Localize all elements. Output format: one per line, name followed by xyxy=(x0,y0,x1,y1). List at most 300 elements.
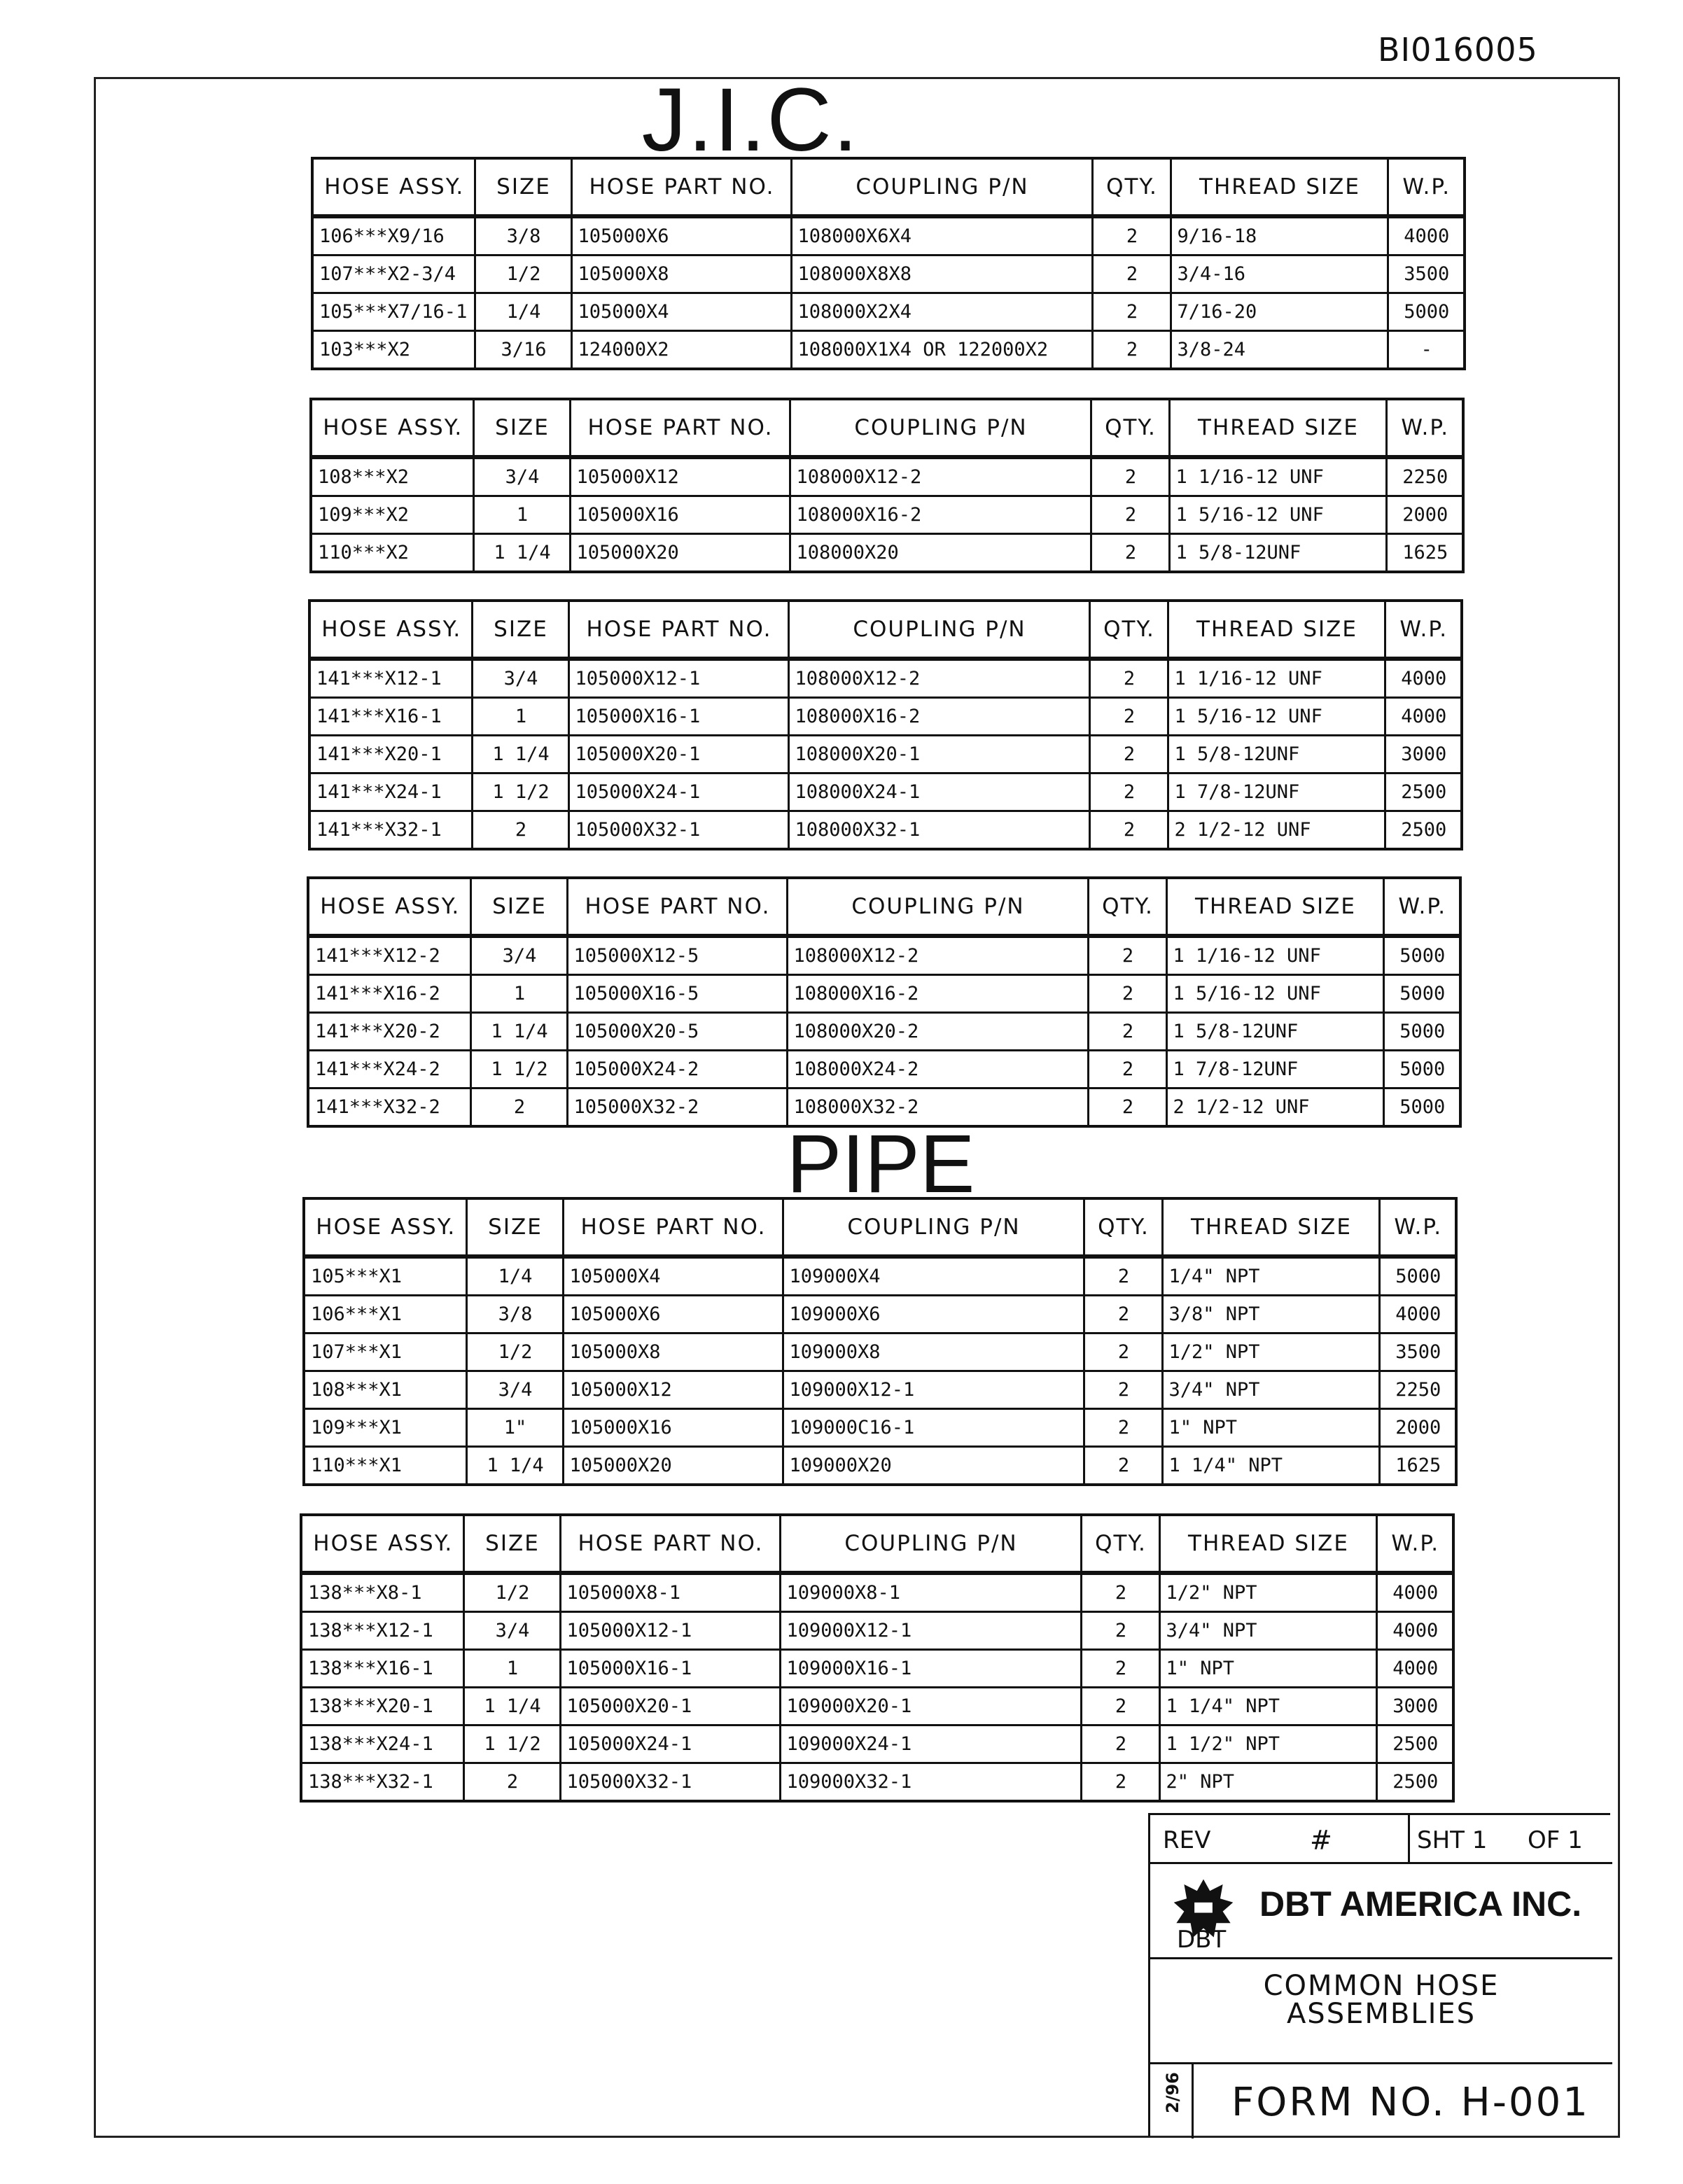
cell-coupling-pn: 109000X12-1 xyxy=(783,1371,1084,1409)
column-header-hose-assy: HOSE ASSY. xyxy=(312,158,475,216)
column-header-size: SIZE xyxy=(466,1198,563,1256)
cell-thread-size: 1" NPT xyxy=(1162,1409,1379,1447)
cell-size: 2 xyxy=(463,1763,560,1802)
column-header-hose-assy: HOSE ASSY. xyxy=(309,601,472,659)
table-header-row xyxy=(311,399,1463,457)
cell-thread-size: 1/4" NPT xyxy=(1162,1256,1379,1296)
cell-size: 3/8 xyxy=(475,216,571,255)
table-row xyxy=(309,774,1462,811)
column-header-thread-size: THREAD SIZE xyxy=(1166,878,1383,936)
column-header-hose-part-no: HOSE PART NO. xyxy=(571,158,791,216)
rev-label: REV xyxy=(1163,1826,1211,1854)
cell-coupling-pn: 109000X20-1 xyxy=(780,1688,1081,1726)
cell-size: 3/4 xyxy=(463,1612,560,1650)
cell-thread-size: 2 1/2-12 UNF xyxy=(1168,811,1385,850)
cell-size: 1 1/4 xyxy=(470,1013,567,1051)
cell-hose-part-no: 105000X16-1 xyxy=(560,1650,780,1688)
column-header-wp: W.P. xyxy=(1386,399,1463,457)
cell-hose-part-no: 105000X32-1 xyxy=(560,1763,780,1802)
cell-wp: 2500 xyxy=(1385,811,1462,850)
cell-hose-assy: 107***X2-3/4 xyxy=(312,255,475,293)
table-header-row xyxy=(304,1198,1456,1256)
cell-size: 1 xyxy=(472,698,568,736)
cell-thread-size: 1 5/8-12UNF xyxy=(1168,736,1385,774)
cell-thread-size: 1 5/16-12 UNF xyxy=(1169,496,1386,534)
column-header-thread-size: THREAD SIZE xyxy=(1162,1198,1379,1256)
cell-hose-assy: 141***X16-2 xyxy=(308,975,470,1013)
cell-hose-assy: 110***X2 xyxy=(311,534,473,573)
column-header-thread-size: THREAD SIZE xyxy=(1171,158,1388,216)
revision-row xyxy=(1150,1815,1612,1864)
table-row xyxy=(311,457,1463,496)
cell-qty: 2 xyxy=(1092,255,1171,293)
cell-thread-size: 1 1/16-12 UNF xyxy=(1168,659,1385,698)
cell-thread-size: 3/4" NPT xyxy=(1162,1371,1379,1409)
rev-number: # xyxy=(1310,1825,1332,1856)
table-row xyxy=(304,1334,1456,1371)
cell-wp: 4000 xyxy=(1376,1573,1453,1612)
cell-coupling-pn: 109000X24-1 xyxy=(780,1726,1081,1763)
cell-qty: 2 xyxy=(1091,457,1169,496)
cell-coupling-pn: 108000X20 xyxy=(790,534,1091,573)
cell-coupling-pn: 108000X32-1 xyxy=(788,811,1089,850)
cell-coupling-pn: 109000X6 xyxy=(783,1296,1084,1334)
column-header-qty: QTY. xyxy=(1092,158,1171,216)
cell-qty: 2 xyxy=(1081,1573,1159,1612)
cell-wp: 3000 xyxy=(1385,736,1462,774)
cell-hose-part-no: 105000X6 xyxy=(563,1296,783,1334)
cell-hose-assy: 106***X9/16 xyxy=(312,216,475,255)
cell-hose-assy: 103***X2 xyxy=(312,331,475,370)
cell-qty: 2 xyxy=(1089,811,1168,850)
cell-wp: 4000 xyxy=(1385,659,1462,698)
cell-hose-assy: 105***X7/16-1 xyxy=(312,293,475,331)
table-row xyxy=(301,1763,1453,1802)
column-header-thread-size: THREAD SIZE xyxy=(1159,1515,1376,1573)
table-row xyxy=(312,216,1465,255)
column-header-size: SIZE xyxy=(475,158,571,216)
column-header-hose-part-no: HOSE PART NO. xyxy=(563,1198,783,1256)
table-row xyxy=(304,1409,1456,1447)
cell-size: 1 1/4 xyxy=(466,1447,563,1485)
cell-wp: 4000 xyxy=(1385,698,1462,736)
cell-hose-part-no: 105000X12-5 xyxy=(567,936,787,975)
cell-qty: 2 xyxy=(1081,1650,1159,1688)
cell-coupling-pn: 109000X4 xyxy=(783,1256,1084,1296)
description-line-2: ASSEMBLIES xyxy=(1286,1998,1476,2030)
cell-qty: 2 xyxy=(1084,1334,1162,1371)
cell-wp: 1625 xyxy=(1386,534,1463,573)
cell-size: 1 1/4 xyxy=(472,736,568,774)
column-header-qty: QTY. xyxy=(1089,601,1168,659)
column-header-coupling-pn: COUPLING P/N xyxy=(790,399,1091,457)
column-header-coupling-pn: COUPLING P/N xyxy=(791,158,1092,216)
table-row xyxy=(301,1688,1453,1726)
cell-size: 1 xyxy=(470,975,567,1013)
table-row xyxy=(304,1371,1456,1409)
description-line-1: COMMON HOSE xyxy=(1263,1970,1500,2002)
sheet-cell xyxy=(1408,1815,1612,1862)
cell-hose-part-no: 105000X20-1 xyxy=(568,736,788,774)
column-header-coupling-pn: COUPLING P/N xyxy=(787,878,1088,936)
cell-qty: 2 xyxy=(1088,936,1166,975)
drawing-description xyxy=(1150,1959,1612,2064)
cell-hose-part-no: 105000X20 xyxy=(570,534,790,573)
cell-qty: 2 xyxy=(1084,1256,1162,1296)
column-header-size: SIZE xyxy=(472,601,568,659)
cell-wp: 2500 xyxy=(1376,1726,1453,1763)
cell-size: 3/8 xyxy=(466,1296,563,1334)
table-row xyxy=(309,698,1462,736)
cell-wp: 5000 xyxy=(1383,1013,1460,1051)
cell-wp: 3500 xyxy=(1379,1334,1456,1371)
cell-hose-assy: 141***X20-1 xyxy=(309,736,472,774)
cell-thread-size: 1 7/8-12UNF xyxy=(1166,1051,1383,1088)
cell-size: 1/4 xyxy=(466,1256,563,1296)
cell-qty: 2 xyxy=(1081,1726,1159,1763)
cell-hose-assy: 105***X1 xyxy=(304,1256,466,1296)
cell-size: 1 1/2 xyxy=(470,1051,567,1088)
column-header-qty: QTY. xyxy=(1091,399,1169,457)
cell-qty: 2 xyxy=(1089,736,1168,774)
logo-text: DBT xyxy=(1177,1926,1227,1954)
revision-date: 2/96 xyxy=(1163,2072,1182,2113)
table-row xyxy=(308,1051,1460,1088)
cell-qty: 2 xyxy=(1088,975,1166,1013)
column-header-wp: W.P. xyxy=(1376,1515,1453,1573)
sheet-label: SHT 1 xyxy=(1417,1826,1488,1854)
cell-hose-part-no: 105000X24-2 xyxy=(567,1051,787,1088)
cell-hose-part-no: 105000X8 xyxy=(571,255,791,293)
cell-qty: 2 xyxy=(1088,1013,1166,1051)
column-header-hose-part-no: HOSE PART NO. xyxy=(570,399,790,457)
table-header-row xyxy=(308,878,1460,936)
table-header-row xyxy=(312,158,1465,216)
cell-thread-size: 1 5/8-12UNF xyxy=(1169,534,1386,573)
cell-qty: 2 xyxy=(1092,216,1171,255)
column-header-wp: W.P. xyxy=(1383,878,1460,936)
cell-qty: 2 xyxy=(1081,1688,1159,1726)
section-title-jic: J.I.C. xyxy=(641,70,860,170)
sheet-of-label: OF 1 xyxy=(1528,1826,1583,1854)
cell-hose-part-no: 105000X8 xyxy=(563,1334,783,1371)
cell-thread-size: 3/8-24 xyxy=(1171,331,1388,370)
cell-wp: 3500 xyxy=(1388,255,1465,293)
table-header-row xyxy=(301,1515,1453,1573)
column-header-hose-assy: HOSE ASSY. xyxy=(304,1198,466,1256)
cell-size: 1/4 xyxy=(475,293,571,331)
cell-thread-size: 3/4" NPT xyxy=(1159,1612,1376,1650)
company-name: DBT AMERICA INC. xyxy=(1259,1884,1582,1924)
cell-wp: 4000 xyxy=(1388,216,1465,255)
table-row xyxy=(304,1447,1456,1485)
column-header-qty: QTY. xyxy=(1088,878,1166,936)
cell-thread-size: 1/2" NPT xyxy=(1162,1334,1379,1371)
hose-table-jic-1 xyxy=(311,157,1466,370)
column-header-qty: QTY. xyxy=(1081,1515,1159,1573)
cell-wp: 4000 xyxy=(1376,1650,1453,1688)
table-row xyxy=(301,1573,1453,1612)
table-row xyxy=(312,255,1465,293)
cell-qty: 2 xyxy=(1081,1763,1159,1802)
cell-size: 3/16 xyxy=(475,331,571,370)
cell-hose-assy: 109***X1 xyxy=(304,1409,466,1447)
cell-size: 3/4 xyxy=(473,457,570,496)
cell-qty: 2 xyxy=(1088,1088,1166,1127)
cell-hose-part-no: 105000X4 xyxy=(563,1256,783,1296)
cell-thread-size: 3/8" NPT xyxy=(1162,1296,1379,1334)
table-row xyxy=(304,1296,1456,1334)
column-header-thread-size: THREAD SIZE xyxy=(1168,601,1385,659)
cell-hose-part-no: 105000X32-1 xyxy=(568,811,788,850)
cell-thread-size: 1" NPT xyxy=(1159,1650,1376,1688)
cell-wp: 5000 xyxy=(1388,293,1465,331)
document-id: BI016005 xyxy=(1378,31,1538,69)
column-header-coupling-pn: COUPLING P/N xyxy=(788,601,1089,659)
cell-hose-assy: 141***X12-2 xyxy=(308,936,470,975)
cell-size: 1 xyxy=(463,1650,560,1688)
cell-hose-assy: 138***X16-1 xyxy=(301,1650,463,1688)
cell-coupling-pn: 108000X2X4 xyxy=(791,293,1092,331)
table-row xyxy=(309,736,1462,774)
column-header-qty: QTY. xyxy=(1084,1198,1162,1256)
hose-table-pipe-2 xyxy=(300,1513,1455,1802)
table-header-row xyxy=(309,601,1462,659)
cell-thread-size: 1 1/4" NPT xyxy=(1162,1447,1379,1485)
cell-coupling-pn: 108000X24-2 xyxy=(787,1051,1088,1088)
cell-wp: 2500 xyxy=(1385,774,1462,811)
cell-coupling-pn: 108000X6X4 xyxy=(791,216,1092,255)
cell-hose-part-no: 105000X12 xyxy=(563,1371,783,1409)
cell-qty: 2 xyxy=(1092,293,1171,331)
column-header-thread-size: THREAD SIZE xyxy=(1169,399,1386,457)
cell-hose-assy: 141***X24-1 xyxy=(309,774,472,811)
column-header-wp: W.P. xyxy=(1385,601,1462,659)
cell-hose-assy: 138***X8-1 xyxy=(301,1573,463,1612)
table-row xyxy=(301,1650,1453,1688)
table-row xyxy=(312,331,1465,370)
cell-size: 1/2 xyxy=(463,1573,560,1612)
cell-coupling-pn: 108000X12-2 xyxy=(790,457,1091,496)
cell-wp: 5000 xyxy=(1383,975,1460,1013)
cell-coupling-pn: 108000X16-2 xyxy=(787,975,1088,1013)
cell-thread-size: 1 5/16-12 UNF xyxy=(1166,975,1383,1013)
table-row xyxy=(308,975,1460,1013)
cell-size: 1 1/2 xyxy=(463,1726,560,1763)
cell-qty: 2 xyxy=(1089,774,1168,811)
cell-qty: 2 xyxy=(1084,1447,1162,1485)
cell-thread-size: 1 1/2" NPT xyxy=(1159,1726,1376,1763)
cell-wp: 3000 xyxy=(1376,1688,1453,1726)
cell-hose-part-no: 105000X16-1 xyxy=(568,698,788,736)
table-row xyxy=(309,659,1462,698)
cell-coupling-pn: 108000X20-2 xyxy=(787,1013,1088,1051)
cell-hose-part-no: 105000X8-1 xyxy=(560,1573,780,1612)
cell-size: 2 xyxy=(470,1088,567,1127)
cell-wp: 4000 xyxy=(1379,1296,1456,1334)
cell-hose-part-no: 105000X16 xyxy=(570,496,790,534)
cell-qty: 2 xyxy=(1084,1371,1162,1409)
table-row xyxy=(311,534,1463,573)
table-row xyxy=(301,1612,1453,1650)
cell-hose-assy: 141***X32-1 xyxy=(309,811,472,850)
cell-size: 3/4 xyxy=(470,936,567,975)
table-row xyxy=(308,1013,1460,1051)
cell-hose-assy: 108***X2 xyxy=(311,457,473,496)
cell-wp: 2250 xyxy=(1386,457,1463,496)
cell-wp: 2250 xyxy=(1379,1371,1456,1409)
table-row xyxy=(308,936,1460,975)
cell-size: 1 1/4 xyxy=(473,534,570,573)
cell-thread-size: 2" NPT xyxy=(1159,1763,1376,1802)
cell-hose-part-no: 105000X24-1 xyxy=(568,774,788,811)
cell-hose-assy: 109***X2 xyxy=(311,496,473,534)
table-row xyxy=(309,811,1462,850)
column-header-wp: W.P. xyxy=(1379,1198,1456,1256)
hose-table-jic-3 xyxy=(308,599,1463,850)
cell-hose-part-no: 105000X16 xyxy=(563,1409,783,1447)
cell-hose-assy: 141***X32-2 xyxy=(308,1088,470,1127)
cell-wp: 5000 xyxy=(1383,1088,1460,1127)
cell-wp: 4000 xyxy=(1376,1612,1453,1650)
cell-size: 1 1/4 xyxy=(463,1688,560,1726)
cell-coupling-pn: 109000X20 xyxy=(783,1447,1084,1485)
hose-table-pipe-1 xyxy=(302,1197,1458,1486)
cell-hose-part-no: 105000X4 xyxy=(571,293,791,331)
cell-thread-size: 3/4-16 xyxy=(1171,255,1388,293)
cell-hose-part-no: 105000X6 xyxy=(571,216,791,255)
cell-coupling-pn: 109000C16-1 xyxy=(783,1409,1084,1447)
cell-coupling-pn: 108000X16-2 xyxy=(790,496,1091,534)
cell-size: 1 1/2 xyxy=(472,774,568,811)
cell-wp: 5000 xyxy=(1383,936,1460,975)
cell-thread-size: 1 1/16-12 UNF xyxy=(1166,936,1383,975)
hose-table-jic-4 xyxy=(307,876,1462,1128)
title-block xyxy=(1148,1813,1610,2136)
cell-qty: 2 xyxy=(1089,659,1168,698)
cell-size: 2 xyxy=(472,811,568,850)
cell-wp: 2000 xyxy=(1379,1409,1456,1447)
column-header-hose-part-no: HOSE PART NO. xyxy=(568,601,788,659)
cell-hose-assy: 138***X12-1 xyxy=(301,1612,463,1650)
cell-hose-assy: 141***X24-2 xyxy=(308,1051,470,1088)
cell-coupling-pn: 108000X12-2 xyxy=(787,936,1088,975)
cell-hose-part-no: 105000X20-5 xyxy=(567,1013,787,1051)
cell-hose-part-no: 105000X20-1 xyxy=(560,1688,780,1726)
cell-hose-part-no: 105000X12-1 xyxy=(568,659,788,698)
cell-qty: 2 xyxy=(1084,1409,1162,1447)
cell-thread-size: 1 1/16-12 UNF xyxy=(1169,457,1386,496)
cell-coupling-pn: 109000X12-1 xyxy=(780,1612,1081,1650)
cell-thread-size: 1 5/8-12UNF xyxy=(1166,1013,1383,1051)
revision-date-cell xyxy=(1150,2064,1194,2138)
cell-thread-size: 7/16-20 xyxy=(1171,293,1388,331)
column-header-coupling-pn: COUPLING P/N xyxy=(783,1198,1084,1256)
cell-size: 1/2 xyxy=(475,255,571,293)
cell-size: 1/2 xyxy=(466,1334,563,1371)
cell-wp: 2000 xyxy=(1386,496,1463,534)
cell-qty: 2 xyxy=(1088,1051,1166,1088)
cell-hose-assy: 138***X20-1 xyxy=(301,1688,463,1726)
cell-coupling-pn: 108000X8X8 xyxy=(791,255,1092,293)
column-header-hose-assy: HOSE ASSY. xyxy=(308,878,470,936)
column-header-wp: W.P. xyxy=(1388,158,1465,216)
cell-qty: 2 xyxy=(1091,496,1169,534)
cell-qty: 2 xyxy=(1091,534,1169,573)
column-header-size: SIZE xyxy=(470,878,567,936)
table-row xyxy=(312,293,1465,331)
cell-thread-size: 1 1/4" NPT xyxy=(1159,1688,1376,1726)
table-row xyxy=(311,496,1463,534)
cell-qty: 2 xyxy=(1084,1296,1162,1334)
company-row xyxy=(1150,1864,1612,1959)
cell-wp: 5000 xyxy=(1379,1256,1456,1296)
column-header-hose-part-no: HOSE PART NO. xyxy=(560,1515,780,1573)
cell-coupling-pn: 109000X8 xyxy=(783,1334,1084,1371)
column-header-hose-assy: HOSE ASSY. xyxy=(301,1515,463,1573)
cell-size: 3/4 xyxy=(472,659,568,698)
cell-hose-part-no: 105000X12 xyxy=(570,457,790,496)
cell-thread-size: 2 1/2-12 UNF xyxy=(1166,1088,1383,1127)
cell-coupling-pn: 109000X32-1 xyxy=(780,1763,1081,1802)
cell-qty: 2 xyxy=(1092,331,1171,370)
cell-hose-assy: 106***X1 xyxy=(304,1296,466,1334)
cell-hose-part-no: 105000X24-1 xyxy=(560,1726,780,1763)
cell-hose-part-no: 105000X20 xyxy=(563,1447,783,1485)
cell-coupling-pn: 109000X16-1 xyxy=(780,1650,1081,1688)
cell-hose-assy: 138***X32-1 xyxy=(301,1763,463,1802)
column-header-coupling-pn: COUPLING P/N xyxy=(780,1515,1081,1573)
cell-thread-size: 1 7/8-12UNF xyxy=(1168,774,1385,811)
cell-qty: 2 xyxy=(1081,1612,1159,1650)
column-header-size: SIZE xyxy=(473,399,570,457)
cell-thread-size: 1/2" NPT xyxy=(1159,1573,1376,1612)
hose-table-jic-2 xyxy=(309,398,1465,573)
cell-hose-part-no: 105000X16-5 xyxy=(567,975,787,1013)
cell-hose-part-no: 124000X2 xyxy=(571,331,791,370)
cell-coupling-pn: 108000X1X4 OR 122000X2 xyxy=(791,331,1092,370)
section-title-pipe: PIPE xyxy=(786,1118,975,1210)
cell-coupling-pn: 109000X8-1 xyxy=(780,1573,1081,1612)
cell-wp: 5000 xyxy=(1383,1051,1460,1088)
cell-hose-assy: 138***X24-1 xyxy=(301,1726,463,1763)
column-header-size: SIZE xyxy=(463,1515,560,1573)
column-header-hose-part-no: HOSE PART NO. xyxy=(567,878,787,936)
cell-hose-assy: 110***X1 xyxy=(304,1447,466,1485)
cell-hose-assy: 107***X1 xyxy=(304,1334,466,1371)
cell-coupling-pn: 108000X16-2 xyxy=(788,698,1089,736)
cell-size: 1 xyxy=(473,496,570,534)
cell-hose-part-no: 105000X12-1 xyxy=(560,1612,780,1650)
cell-coupling-pn: 108000X20-1 xyxy=(788,736,1089,774)
cell-size: 1" xyxy=(466,1409,563,1447)
cell-thread-size: 9/16-18 xyxy=(1171,216,1388,255)
form-number: FORM NO. H-001 xyxy=(1231,2080,1590,2125)
cell-hose-part-no: 105000X32-2 xyxy=(567,1088,787,1127)
cell-thread-size: 1 5/16-12 UNF xyxy=(1168,698,1385,736)
table-row xyxy=(301,1726,1453,1763)
cell-qty: 2 xyxy=(1089,698,1168,736)
cell-wp: 2500 xyxy=(1376,1763,1453,1802)
cell-wp: 1625 xyxy=(1379,1447,1456,1485)
table-row xyxy=(304,1256,1456,1296)
cell-coupling-pn: 108000X24-1 xyxy=(788,774,1089,811)
column-header-hose-assy: HOSE ASSY. xyxy=(311,399,473,457)
cell-hose-assy: 108***X1 xyxy=(304,1371,466,1409)
cell-coupling-pn: 108000X32-2 xyxy=(787,1088,1088,1127)
cell-hose-assy: 141***X20-2 xyxy=(308,1013,470,1051)
cell-coupling-pn: 108000X12-2 xyxy=(788,659,1089,698)
